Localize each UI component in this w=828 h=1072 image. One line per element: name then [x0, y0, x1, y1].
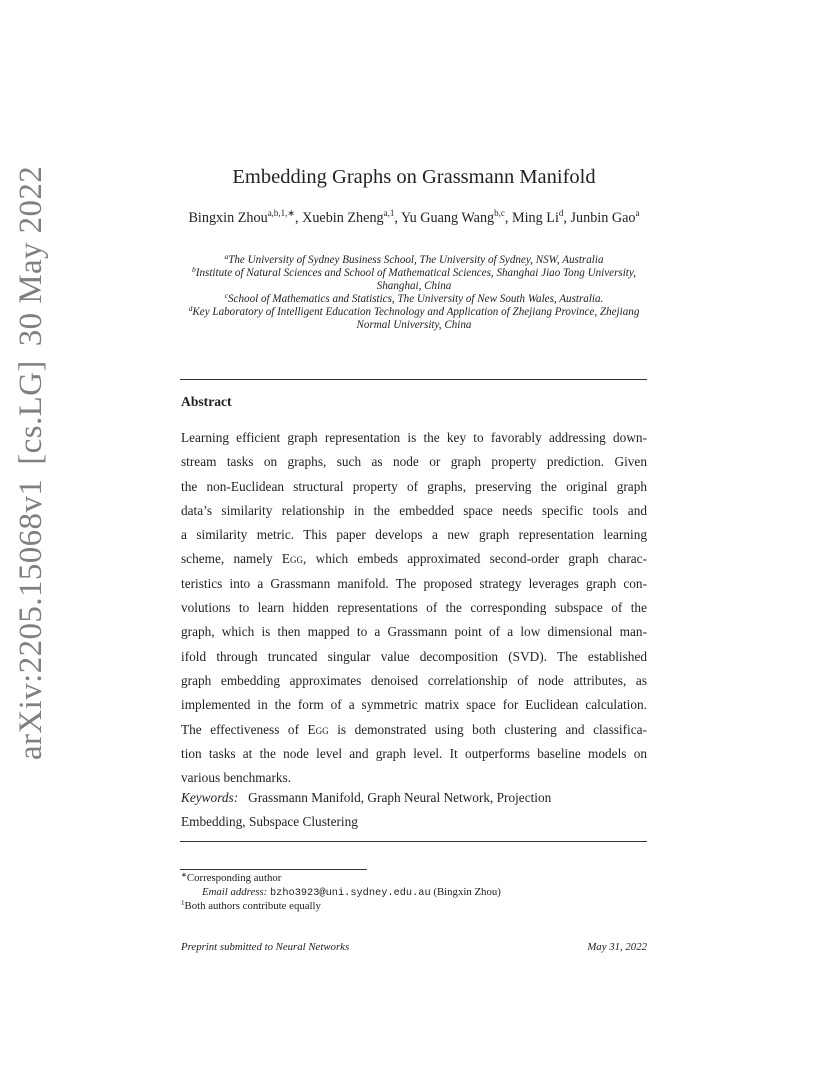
affiliation-mark: a	[224, 252, 229, 261]
abstract-line: various benchmarks.	[181, 770, 292, 786]
abstract-line: the non-Euclidean structural property of graphs, preserving the original graph	[181, 478, 647, 494]
keywords-label: Keywords:	[181, 790, 239, 805]
footnote-rule	[180, 869, 367, 870]
abstract-line-text: scheme, namely Egg, which embeds approximated second-order graph charac-	[181, 551, 647, 567]
abstract-line: tion tasks at the node level and graph level. It outperforms baseline models on	[181, 745, 647, 761]
affiliation-c	[175, 293, 653, 306]
author-name: Ming Li	[511, 210, 559, 226]
author-2	[302, 210, 401, 226]
method-name: Egg	[307, 721, 329, 737]
footnotes	[181, 872, 651, 914]
arxiv-category: [cs.LG]	[13, 360, 49, 465]
abstract-line: a similarity metric. This paper develops a new graph representation learning	[181, 527, 647, 543]
method-name: Egg	[281, 551, 304, 567]
abstract-line: implemented in the form of a symmetric matrix space for Euclidean calculation.	[181, 697, 647, 713]
author-separator: ,	[294, 210, 303, 226]
affiliation-mark: b	[192, 265, 196, 275]
author-marks: a,1	[383, 208, 395, 218]
author-name: Xuebin Zheng	[302, 210, 384, 226]
arxiv-identifier-stamp	[13, 165, 50, 760]
author-separator: ,	[504, 210, 512, 226]
author-name: Junbin Gao	[570, 210, 636, 226]
abstract-line-text: The effectiveness of Egg is demonstrated using both clustering and classifica-	[181, 721, 647, 737]
submission-date: May 31, 2022	[587, 941, 647, 953]
affiliation-text: Institute of Natural Sciences and School of Mathematical Sciences, Shanghai Jiao Tong University, Shanghai, China	[195, 267, 636, 293]
arxiv-date: 30 May 2022	[13, 165, 49, 347]
affiliation-a	[175, 254, 653, 267]
abstract-line: data’s similarity relationship in the embedded space needs specific tools and	[181, 502, 647, 518]
affiliation-d	[175, 306, 653, 332]
author-3	[401, 210, 512, 226]
abstract-line-egg	[181, 547, 647, 571]
affiliation-mark: d	[188, 304, 193, 314]
abstract-line: graph, which is then mapped to a Grassmann point of a low dimensional man-	[181, 624, 647, 640]
email-label: Email address:	[202, 885, 268, 898]
abstract-bottom-rule	[180, 841, 647, 842]
keywords-text-1: Grassmann Manifold, Graph Neural Network, Projection	[248, 790, 552, 805]
abstract-line: graph embedding approximates denoised correlationship of node attributes, as	[181, 672, 647, 688]
author-1	[188, 210, 302, 226]
author-marks: b,c	[494, 208, 505, 218]
affiliation-text: Key Laboratory of Intelligent Education Technology and Application of Zhejiang Province, Zhejiang Normal University, China	[192, 306, 640, 332]
abstract-line: ifold through truncated singular value decomposition (SVD). The established	[181, 648, 647, 664]
email-address-link[interactable]: bzho3923@uni.sydney.edu.au	[269, 886, 431, 899]
abstract-line-egg	[181, 718, 647, 742]
abstract-line: teristics into a Grassmann manifold. The proposed strategy leverages graph con-	[181, 575, 647, 591]
paper-title: Embedding Graphs on Grassmann Manifold	[232, 166, 596, 188]
author-list	[180, 209, 648, 228]
abstract-line: volutions to learn hidden representations of the corresponding subspace of the	[181, 600, 647, 616]
author-marks: a,b,1,∗	[267, 208, 295, 218]
author-marks: a	[635, 208, 640, 218]
author-separator: ,	[563, 210, 571, 226]
author-separator: ,	[394, 210, 401, 226]
keywords-line-1	[181, 786, 647, 810]
footnote-corresponding	[181, 872, 651, 886]
author-4	[512, 210, 571, 226]
abstract-line: stream tasks on graphs, such as node or graph property prediction. Given	[181, 454, 647, 470]
footnote-equal-contribution	[181, 900, 651, 914]
footnote-mark: 1	[181, 899, 185, 907]
abstract-top-rule	[180, 379, 647, 380]
footnote-email	[181, 886, 651, 901]
author-name: Bingxin Zhou	[188, 210, 268, 226]
keywords-block	[181, 786, 647, 835]
abstract-line: Learning efficient graph representation is the key to favorably addressing down-	[181, 430, 647, 445]
affiliation-text: The University of Sydney Business School, The University of Sydney, NSW, Australia	[228, 254, 604, 266]
affiliation-text: School of Mathematics and Statistics, The University of New South Wales, Australia.	[228, 293, 604, 306]
affiliation-mark: c	[224, 291, 228, 301]
preprint-note: Preprint submitted to Neural Networks	[181, 941, 350, 953]
abstract-heading: Abstract	[181, 394, 232, 409]
affiliation-list	[175, 254, 653, 333]
footnote-equal-text: Both authors contribute equally	[184, 900, 321, 912]
arxiv-id: arXiv:2205.15068v1	[13, 478, 49, 760]
author-5	[570, 210, 639, 226]
author-marks: d	[558, 208, 564, 218]
keywords-text-2: Embedding, Subspace Clustering	[181, 814, 358, 830]
footnote-mark: ∗	[181, 871, 187, 879]
affiliation-b	[175, 267, 653, 293]
abstract-body	[181, 426, 647, 790]
footnote-corresponding-text: Corresponding author	[186, 872, 282, 884]
email-owner: (Bingxin Zhou)	[433, 885, 501, 898]
author-name: Yu Guang Wang	[400, 210, 495, 226]
